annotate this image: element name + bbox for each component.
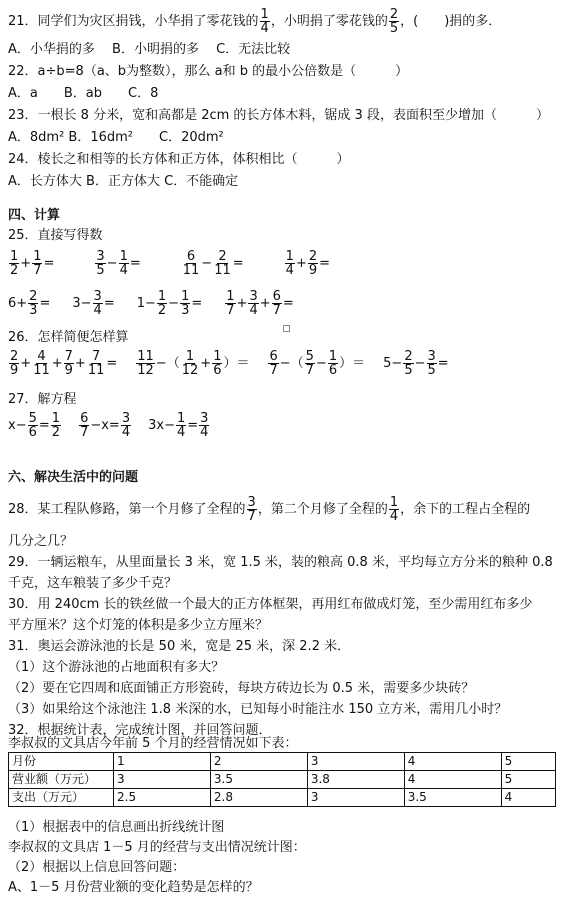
- fraction: $\frac{11}{12}$: [137, 349, 154, 378]
- operator: =: [43, 256, 55, 271]
- operator: ）＝: [339, 356, 366, 371]
- fraction: $\frac{2}{9}$: [10, 349, 19, 378]
- q27-title: 27．解方程: [8, 392, 77, 407]
- fraction: $\frac{1}{7}$: [33, 249, 42, 278]
- table-cell: 2.8: [210, 789, 307, 807]
- operator: =: [437, 356, 449, 371]
- q32-sub-1: （1）根据表中的信息画出折线统计图: [8, 820, 225, 835]
- table-cell: 4: [501, 789, 555, 807]
- operator: +: [259, 296, 271, 311]
- q28-text: ，余下的工程占全程的: [400, 502, 531, 517]
- table-cell: 3.5: [210, 771, 307, 789]
- fraction: $\frac{7}{9}$: [64, 349, 73, 378]
- stats-table: [8, 752, 556, 807]
- q29-continued: 千克，这车粮装了多少千克？: [8, 576, 178, 591]
- q32-sub-a: A、1－5 月份营业额的变化趋势是怎样的？: [8, 880, 259, 895]
- expression: [224, 290, 294, 317]
- operator: +: [20, 256, 32, 271]
- q28-text: ，第二个月修了全程的: [257, 502, 388, 517]
- operator: −x=: [90, 418, 120, 433]
- expression: [8, 350, 117, 377]
- fraction: $\frac{6}{7}$: [272, 289, 281, 318]
- q31-sub-3: （3）如果给这个泳池注 1.8 米深的水，已知每小时能注水 150 立方米，需用几小时？: [8, 702, 508, 717]
- expression: [284, 250, 330, 277]
- expression: [72, 290, 114, 317]
- expression: [8, 250, 54, 277]
- operator: =: [319, 256, 331, 271]
- fraction: $\frac{5}{7}$: [305, 349, 314, 378]
- expression: [8, 412, 62, 439]
- table-cell: 3: [307, 753, 404, 771]
- q21-text: ，小明捐了零花钱的: [270, 14, 388, 29]
- operator: −: [201, 256, 213, 271]
- operator: +: [295, 256, 307, 271]
- fraction: $\frac{1}{4}$: [285, 249, 294, 278]
- table-cell: 3.5: [404, 789, 501, 807]
- q31-sub-1: （1）这个游泳池的占地面积有多大？: [8, 660, 225, 675]
- q32-intro: 李叔叔的文具店今年前 5 个月的经营情况如下表：: [8, 736, 298, 751]
- fraction: $\frac{2}{3}$: [29, 289, 38, 318]
- table-cell: 3.8: [307, 771, 404, 789]
- fraction: $\frac{2}{5}$: [404, 349, 413, 378]
- fraction: $\frac{3}{4}$: [121, 411, 131, 440]
- operator: =: [187, 418, 199, 433]
- q24-options: A．长方体大 B．正方体大 C．不能确定: [8, 174, 239, 189]
- fraction: $\frac{2}{5}$: [389, 7, 399, 36]
- operator: +: [74, 356, 86, 371]
- q28-text: 28．某工程队修路，第一个月修了全程的: [8, 502, 246, 517]
- table-row: [9, 771, 556, 789]
- table-cell: 2.5: [114, 789, 211, 807]
- operator: −: [106, 256, 118, 271]
- operator: =: [129, 256, 141, 271]
- operator: 3x−: [148, 418, 175, 433]
- q21-text: ，( )捐的多．: [400, 14, 502, 29]
- table-cell: 4: [404, 753, 501, 771]
- fraction: $\frac{3}{5}$: [96, 249, 105, 278]
- operator: =: [103, 296, 115, 311]
- fraction: $\frac{1}{6}$: [213, 349, 222, 378]
- chart-caption: 李叔叔的文具店 1－5 月的经营与支出情况统计图：: [8, 840, 306, 855]
- q32-sub-2: （2）根据以上信息回答问题：: [8, 860, 186, 875]
- operator: =: [282, 296, 294, 311]
- table-row: [9, 753, 556, 771]
- fraction: $\frac{3}{4}$: [93, 289, 102, 318]
- fraction: $\frac{1}{3}$: [181, 289, 190, 318]
- operator: +: [20, 356, 32, 371]
- q21-options: A．小华捐的多 B．小明捐的多 C．无法比较: [8, 42, 291, 57]
- q22-options: A．a B．ab C．8: [8, 86, 159, 101]
- table-cell: 支出（万元）: [9, 789, 114, 807]
- fraction: $\frac{1}{4}$: [389, 495, 399, 524]
- expression: [137, 290, 203, 317]
- table-cell: 营业额（万元）: [9, 771, 114, 789]
- q25-row-1: [8, 250, 370, 277]
- q31-text: 31．奥运会游泳池的长是 50 米，宽是 25 米，深 2.2 米．: [8, 639, 351, 654]
- operator: =: [39, 296, 51, 311]
- q30-continued: 平方厘米？这个灯笼的体积是多少立方厘米？: [8, 618, 269, 633]
- expression: [135, 350, 249, 377]
- fraction: $\frac{3}{5}$: [427, 349, 436, 378]
- q25-row-2: [8, 290, 316, 317]
- expression: [78, 412, 132, 439]
- expression: [383, 350, 449, 377]
- q21-text: 21．同学们为灾区捐钱，小华捐了零花钱的: [8, 14, 259, 29]
- operator: +: [200, 356, 212, 371]
- fraction: $\frac{4}{11}$: [33, 349, 50, 378]
- section-heading: 四、计算: [8, 208, 61, 223]
- q22-text: 22．a÷b=8（a、b为整数），那么 a和 b 的最小公倍数是（ ）: [8, 64, 409, 79]
- table-cell: 月份: [9, 753, 114, 771]
- operator: −: [414, 356, 426, 371]
- operator: −: [315, 356, 327, 371]
- operator: x−: [8, 418, 27, 433]
- fraction: $\frac{6}{11}$: [182, 249, 200, 278]
- q31-sub-2: （2）要在它四周和底面铺正方形瓷砖，每块方砖边长为 0.5 米，需要多少块砖？: [8, 681, 475, 696]
- operator: −（: [155, 356, 180, 371]
- fraction: $\frac{2}{9}$: [308, 249, 318, 278]
- operator: +: [236, 296, 248, 311]
- expression: [94, 250, 140, 277]
- operator: =: [191, 296, 203, 311]
- fraction: $\frac{1}{4}$: [260, 7, 269, 36]
- fraction: $\frac{1}{2}$: [51, 411, 61, 440]
- q28-continued: 几分之几？: [8, 534, 74, 549]
- fraction: $\frac{6}{7}$: [269, 349, 278, 378]
- q32-text: 32．根据统计表，完成统计图，并回答问题．: [8, 723, 272, 738]
- q30-text: 30．用 240cm 长的铁丝做一个最大的正方体框架，再用红布做成灯笼，至少需用红布多少: [8, 597, 533, 612]
- q23-text: 23．一根长 8 分米，宽和高都是 2cm 的长方体木料，锯成 3 段，表面积至少增加（ ）: [8, 108, 549, 123]
- q23-options: A．8dm² B．16dm² C．20dm²: [8, 130, 224, 145]
- operator: 6+: [8, 296, 28, 311]
- operator: =: [232, 256, 244, 271]
- fraction: $\frac{1}{7}$: [226, 289, 235, 318]
- table-cell: 4: [404, 771, 501, 789]
- q26-title: 26．怎样简便怎样算: [8, 330, 129, 345]
- fraction: $\frac{1}{12}$: [181, 349, 199, 378]
- table-row: [9, 789, 556, 807]
- expression: [148, 412, 210, 439]
- operator: −（: [279, 356, 304, 371]
- small-box-mark: [283, 325, 290, 332]
- q27-row: [8, 412, 226, 439]
- fraction: $\frac{3}{4}$: [200, 411, 209, 440]
- q26-row: [8, 350, 467, 377]
- table-cell: 3: [307, 789, 404, 807]
- q21-line: [8, 8, 501, 35]
- operator: −: [168, 296, 180, 311]
- q25-title: 25．直接写得数: [8, 228, 103, 243]
- table-cell: 5: [501, 753, 555, 771]
- table-cell: 5: [501, 771, 555, 789]
- operator: 5−: [383, 356, 403, 371]
- fraction: $\frac{1}{4}$: [176, 411, 186, 440]
- q29-text: 29．一辆运粮车，从里面量长 3 米，宽 1.5 米，装的粮高 0.8 米，平均每立方分米的粮种 0.8: [8, 555, 553, 570]
- fraction: $\frac{2}{11}$: [214, 249, 231, 278]
- expression: [181, 250, 244, 277]
- fraction: $\frac{1}{4}$: [119, 249, 128, 278]
- expression: [267, 350, 365, 377]
- table-cell: 3: [114, 771, 211, 789]
- fraction: $\frac{3}{7}$: [247, 495, 256, 524]
- operator: =: [106, 356, 118, 371]
- table-cell: 2: [210, 753, 307, 771]
- operator: 3−: [72, 296, 92, 311]
- fraction: $\frac{6}{7}$: [80, 411, 89, 440]
- fraction: $\frac{1}{2}$: [157, 289, 167, 318]
- q28-line: [8, 496, 530, 523]
- fraction: $\frac{5}{6}$: [28, 411, 37, 440]
- section-heading: 六、解决生活中的问题: [8, 470, 139, 485]
- operator: =: [38, 418, 50, 433]
- operator: 1−: [136, 296, 156, 311]
- expression: [8, 290, 50, 317]
- operator: +: [51, 356, 63, 371]
- table-cell: 1: [114, 753, 211, 771]
- operator: ）＝: [223, 356, 250, 371]
- fraction: $\frac{1}{6}$: [328, 349, 338, 378]
- q24-text: 24．棱长之和相等的长方体和正方体，体积相比（ ）: [8, 152, 350, 167]
- fraction: $\frac{3}{4}$: [249, 289, 258, 318]
- fraction: $\frac{7}{11}$: [87, 349, 105, 378]
- fraction: $\frac{1}{2}$: [10, 249, 19, 278]
